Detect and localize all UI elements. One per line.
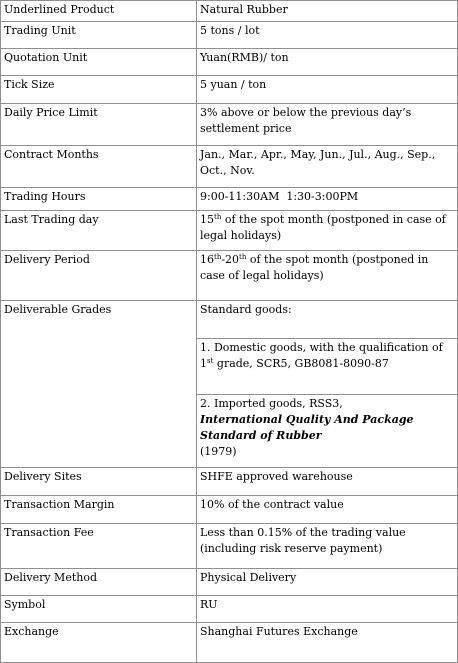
- value-domestic-goods: [197, 339, 458, 395]
- label-tick-size: Tick Size: [1, 76, 197, 104]
- last-trading-day-sup: th: [214, 213, 222, 221]
- label-delivery-method: Delivery Method: [1, 569, 197, 596]
- domestic-goods-text: 1. Domestic goods, with the qualification of 1: [200, 341, 443, 370]
- table-row: [1, 524, 458, 569]
- last-trading-day-rest: of the spot month (postponed in case of legal holidays): [200, 213, 446, 242]
- delivery-period-dash: -: [221, 253, 226, 266]
- value-trading-unit: 5 tons / lot: [197, 22, 458, 49]
- table-row: [1, 211, 458, 251]
- table-row: [1, 623, 458, 663]
- domestic-goods-rest: grade, SCR5, GB8081-8090-87: [213, 357, 389, 370]
- table-row: [1, 22, 458, 49]
- value-last-trading-day: [197, 211, 458, 251]
- label-trading-unit: Trading Unit: [1, 22, 197, 49]
- value-transaction-fee: Less than 0.15% of the trading value (including risk reserve payment): [197, 524, 458, 569]
- label-quotation-unit: Quotation Unit: [1, 49, 197, 76]
- value-underlined-product: Natural Rubber: [197, 1, 458, 22]
- value-transaction-margin: 10% of the contract value: [197, 496, 458, 524]
- table-row: [1, 569, 458, 596]
- table-row: [1, 1, 458, 22]
- delivery-period-num1: 16: [200, 253, 214, 266]
- domestic-goods-sup: st: [207, 357, 214, 365]
- value-delivery-period: [197, 251, 458, 301]
- value-standard-goods: Standard goods:: [197, 301, 458, 339]
- value-symbol: RU: [197, 596, 458, 623]
- delivery-period-rest: of the spot month (postponed in case of legal holidays): [200, 253, 429, 282]
- table-row: [1, 49, 458, 76]
- delivery-period-sup2: th: [239, 253, 247, 261]
- label-symbol: Symbol: [1, 596, 197, 623]
- label-transaction-fee: Transaction Fee: [1, 524, 197, 569]
- table-row: [1, 496, 458, 524]
- label-exchange: Exchange: [1, 623, 197, 663]
- label-transaction-margin: Transaction Margin: [1, 496, 197, 524]
- value-delivery-method: Physical Delivery: [197, 569, 458, 596]
- value-imported-goods: [197, 395, 458, 468]
- value-quotation-unit: Yuan(RMB)/ ton: [197, 49, 458, 76]
- table-row: [1, 596, 458, 623]
- value-daily-price-limit: 3% above or below the previous day’s settlement price: [197, 104, 458, 146]
- label-deliverable-grades: Deliverable Grades: [1, 301, 197, 468]
- label-trading-hours: Trading Hours: [1, 188, 197, 211]
- value-tick-size: 5 yuan / ton: [197, 76, 458, 104]
- table-row: [1, 251, 458, 301]
- table-row: [1, 188, 458, 211]
- delivery-period-num2: 20: [225, 253, 240, 266]
- table-row: [1, 468, 458, 496]
- label-last-trading-day: Last Trading day: [1, 211, 197, 251]
- last-trading-day-num: 15: [200, 213, 214, 226]
- label-daily-price-limit: Daily Price Limit: [1, 104, 197, 146]
- delivery-period-sup1: th: [214, 253, 222, 261]
- value-trading-hours: 9:00-11:30AM 1:30-3:00PM: [197, 188, 458, 211]
- label-delivery-period: Delivery Period: [1, 251, 197, 301]
- label-delivery-sites: Delivery Sites: [1, 468, 197, 496]
- table-row: [1, 301, 458, 339]
- label-underlined-product: Underlined Product: [1, 1, 197, 22]
- imported-goods-standard: International Quality And Package Standard of Rubber: [200, 413, 414, 442]
- table-row: [1, 104, 458, 146]
- imported-goods-text: 2. Imported goods, RSS3,: [200, 397, 343, 410]
- table-row: [1, 146, 458, 188]
- value-contract-months: Jan., Mar., Apr., May, Jun., Jul., Aug., Sep., Oct., Nov.: [197, 146, 458, 188]
- value-exchange: Shanghai Futures Exchange: [197, 623, 458, 663]
- table-row: [1, 76, 458, 104]
- value-delivery-sites: SHFE approved warehouse: [197, 468, 458, 496]
- imported-goods-year: (1979): [200, 445, 237, 458]
- label-contract-months: Contract Months: [1, 146, 197, 188]
